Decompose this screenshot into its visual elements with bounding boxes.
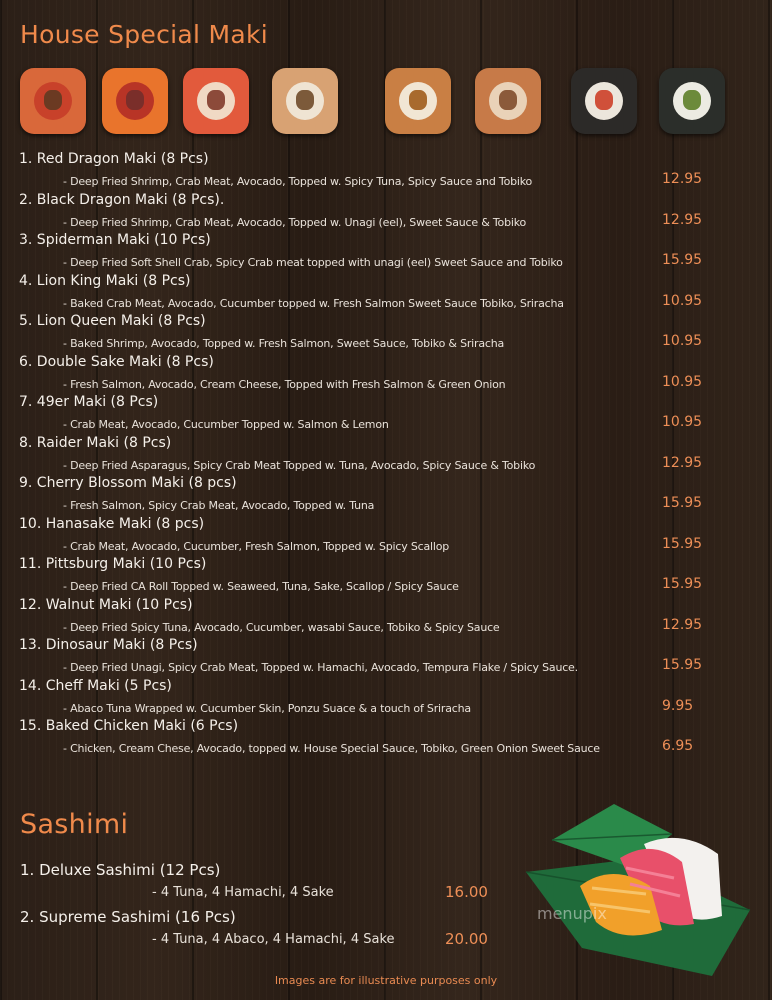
menu-item [19, 678, 759, 719]
menu-item-description: - Deep Fried Shrimp, Crab Meat, Avocado, Topped w. Spicy Tuna, Spicy Sauce and Tobiko [63, 175, 533, 188]
menu-item-name: 10. Hanasake Maki (8 pcs) [19, 515, 205, 532]
sashimi-item [20, 861, 520, 908]
menu-item-price: 12.95 [662, 616, 703, 633]
menu-item-description: - Deep Fried Soft Shell Crab, Spicy Crab meat topped with unagi (eel) Sweet Sauce and Tobiko [63, 256, 563, 269]
menu-item-price: 15.95 [662, 495, 703, 511]
menu-item [19, 516, 759, 557]
menu-item [19, 637, 759, 678]
menu-item-price: 12.95 [662, 211, 703, 228]
menu-item-price: 6.95 [662, 738, 694, 754]
menu-item-name: 15. Baked Chicken Maki (6 Pcs) [19, 718, 239, 734]
menu-item-price: 15.95 [662, 657, 703, 673]
menu-item [19, 313, 759, 354]
menu-item-price: 12.95 [662, 454, 703, 471]
menu-item [19, 556, 759, 597]
red-dragon-roll-image [20, 68, 86, 134]
menu-item-description: - Fresh Salmon, Spicy Crab Meat, Avocado, Topped w. Tuna [63, 499, 375, 512]
menu-item-name: 9. Cherry Blossom Maki (8 pcs) [19, 475, 237, 491]
menu-item-description: - Deep Fried Shrimp, Crab Meat, Avocado, Topped w. Unagi (eel), Sweet Sauce & Tobiko [63, 215, 527, 229]
orange-tobiko-roll-image [102, 68, 168, 134]
seaweed-wrapped-roll-image [571, 68, 637, 134]
menu-item-name: 8. Raider Maki (8 Pcs) [19, 434, 172, 451]
sashimi-item [20, 908, 520, 955]
menu-item-name: 12. Walnut Maki (10 Pcs) [19, 596, 193, 613]
menu-item-name: 7. 49er Maki (8 Pcs) [19, 394, 159, 410]
menu-item [19, 394, 759, 435]
menu-item [19, 597, 759, 638]
menu-item-description: - Deep Fried Asparagus, Spicy Crab Meat Topped w. Tuna, Avocado, Spicy Sauce & Tobiko [63, 458, 536, 472]
menu-item-price: 9.95 [662, 697, 694, 714]
menu-item-description: - Fresh Salmon, Avocado, Cream Cheese, Topped with Fresh Salmon & Green Onion [63, 377, 506, 391]
sashimi-section-title: Sashimi [20, 809, 129, 840]
menu-item-name: 13. Dinosaur Maki (8 Pcs) [19, 637, 198, 653]
menu-item-description: - Crab Meat, Avocado, Cucumber, Fresh Salmon, Topped w. Spicy Scallop [63, 539, 450, 553]
crab-avocado-roll-image [272, 68, 338, 134]
menu-item-name: 14. Cheff Maki (5 Pcs) [19, 677, 172, 694]
sashimi-item-description: - 4 Tuna, 4 Hamachi, 4 Sake [152, 885, 334, 900]
sashimi-item-price: 20.00 [445, 930, 488, 948]
sashimi-item-name: 1. Deluxe Sashimi (12 Pcs) [20, 861, 221, 879]
menu-item [19, 232, 759, 273]
menu-item-description: - Baked Crab Meat, Avocado, Cucumber topped w. Fresh Salmon Sweet Sauce Tobiko, Sriracha [63, 296, 564, 310]
menu-item-price: 15.95 [662, 576, 703, 592]
menu-item-name: 5. Lion Queen Maki (8 Pcs) [19, 313, 206, 329]
salmon-topped-roll-image [183, 68, 249, 134]
menu-item-name: 4. Lion King Maki (8 Pcs) [19, 272, 191, 289]
menu-item [19, 273, 759, 314]
maki-menu-list [19, 151, 759, 759]
menu-item-price: 12.95 [662, 171, 703, 187]
menu-item-price: 15.95 [662, 252, 703, 268]
disclaimer-text: Images are for illustrative purposes only [274, 974, 498, 987]
sashimi-item-name: 2. Supreme Sashimi (16 Pcs) [20, 908, 236, 926]
menu-item [19, 151, 759, 192]
menu-item-description: - Chicken, Cream Chese, Avocado, topped w. House Special Sauce, Tobiko, Green Onion Sweet Sauce [63, 742, 600, 755]
menu-item-description: - Deep Fried Spicy Tuna, Avocado, Cucumber, wasabi Sauce, Tobiko & Spicy Sauce [63, 620, 500, 634]
menu-item-description: - Crab Meat, Avocado, Cucumber Topped w. Salmon & Lemon [63, 418, 389, 431]
menu-item-name: 3. Spiderman Maki (10 Pcs) [19, 232, 211, 248]
menu-item [19, 192, 759, 233]
cucumber-wrapped-roll-image [659, 68, 725, 134]
menu-item-name: 11. Pittsburg Maki (10 Pcs) [19, 556, 207, 572]
menu-item-price: 10.95 [662, 292, 703, 309]
menu-item-price: 15.95 [662, 535, 703, 552]
menu-item-price: 10.95 [662, 414, 703, 430]
menu-item-description: - Deep Fried CA Roll Topped w. Seaweed, Tuna, Sake, Scallop / Spicy Sauce [63, 580, 459, 593]
menu-item [19, 475, 759, 516]
menu-item [19, 354, 759, 395]
sashimi-item-price: 16.00 [445, 883, 488, 901]
sashimi-menu-list [20, 861, 520, 955]
menu-item-description: - Deep Fried Unagi, Spicy Crab Meat, Topped w. Hamachi, Avocado, Tempura Flake / Spicy Sauce. [63, 661, 578, 674]
maki-section-title: House Special Maki [20, 20, 269, 49]
menu-item-description: - Abaco Tuna Wrapped w. Cucumber Skin, Ponzu Suace & a touch of Sriracha [63, 701, 471, 715]
menu-item-name: 2. Black Dragon Maki (8 Pcs). [19, 191, 225, 208]
watermark-text: menupix [537, 904, 607, 923]
baked-roll-image [385, 68, 451, 134]
sashimi-platter-image [522, 798, 754, 978]
maki-roll-images [20, 68, 730, 138]
menu-item-price: 10.95 [662, 373, 703, 390]
menu-item [19, 435, 759, 476]
sashimi-item-description: - 4 Tuna, 4 Abaco, 4 Hamachi, 4 Sake [152, 932, 395, 947]
menu-item-name: 6. Double Sake Maki (8 Pcs) [19, 353, 214, 370]
menu-item-name: 1. Red Dragon Maki (8 Pcs) [19, 151, 209, 167]
menu-item-price: 10.95 [662, 333, 703, 349]
menu-item-description: - Baked Shrimp, Avocado, Topped w. Fresh Salmon, Sweet Sauce, Tobiko & Sriracha [63, 337, 505, 350]
shrimp-roll-image [475, 68, 541, 134]
menu-item [19, 718, 759, 759]
